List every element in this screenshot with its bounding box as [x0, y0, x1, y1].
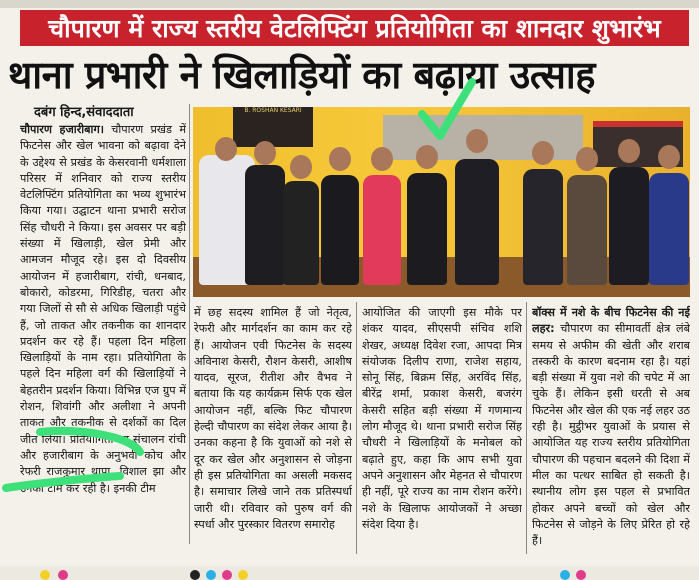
green-check-mark: [418, 78, 476, 144]
print-registration-dot: [238, 570, 248, 580]
headline: थाना प्रभारी ने खिलाड़ियों का बढ़ाया उत्साह: [8, 53, 595, 97]
photo-person: [321, 175, 359, 285]
page-footer-strip: [0, 566, 699, 580]
byline: दबंग हिन्द,संवाददाता: [34, 105, 134, 120]
photo-person-head: [532, 141, 554, 165]
photo-person: [567, 175, 607, 285]
photo-person: [363, 175, 401, 285]
photo-person-head: [215, 137, 237, 161]
print-registration-dot: [576, 570, 586, 580]
section-banner-text: चौपारण में राज्य स्तरीय वेटलिफ्टिंग प्रतियोगिता का शानदार शुभारंभ: [48, 14, 661, 43]
print-registration-dot: [560, 570, 570, 580]
photo-person: [649, 173, 689, 285]
photo-person: [523, 169, 563, 285]
photo-person-head: [254, 141, 276, 165]
print-registration-dot: [40, 570, 50, 580]
photo-person: [609, 167, 649, 285]
column-4-text: चौपारण का सीमावर्ती क्षेत्र लंबे समय से अफीम की खेती और शराब तस्करी के कारण बदनाम रहा है। यहां बड़ी संख्या में युवा नशे की चपेट में आ चुके हैं। लेकिन इसी धरती से अब फिटनेस और खेल की एक नई लहर उठ रही है। मुट्ठीभर युवाओं के प्रयास से आयोजित यह राज्य स्तरीय प्रतियोगिता चौपारण की पहचान बदलने की दिशा में मील का पत्थर साबित हो सकती है। स्थानीय लोग इस पहल से प्रभावित होकर अपने बच्चों को खेल और फिटनेस से जोड़ने के लिए प्रेरित हो रहे हैं।: [532, 322, 690, 548]
print-registration-dot: [222, 570, 232, 580]
photo-person-head: [329, 147, 351, 171]
photo-person-head: [290, 155, 312, 179]
column-2: [194, 305, 352, 555]
print-registration-dot: [206, 570, 216, 580]
photo-person: [283, 181, 319, 285]
column-4: [532, 305, 690, 555]
photo-person: [455, 159, 499, 285]
photo-banner: [233, 107, 313, 147]
column-2-text: में छह सदस्य शामिल हैं जो नेतृत्व, रेफरी और मार्गदर्शन का काम कर रहे हैं। आयोजन एवी फिटनेस के सदस्य अविनाश केसरी, रौशन केसरी, आशीष यादव, सूरज, रीतीश और वैभव ने बताया कि यह कार्यक्रम सिर्फ एक खेल आयोजन नहीं, बल्कि फिट चौपारण हेल्दी चौपारण का संदेश लेकर आया है। उनका कहना है कि युवाओं को नशे से दूर कर खेल और अनुशासन से जोड़ना ही इस प्रतियोगिता का असली मकसद है। समाचार लिखे जाने तक प्रतिस्पर्धा जारी थी। रविवार को पुरुष वर्ग की स्पर्धा और पुरस्कार वितरण समारोह: [194, 306, 352, 531]
column-divider: [526, 302, 527, 554]
dateline: चौपारण हजारीबाग।: [20, 123, 104, 136]
photo-person: [245, 165, 285, 285]
photo-person-head: [576, 147, 598, 171]
photo-person-head: [658, 145, 680, 169]
column-divider: [189, 104, 190, 544]
column-divider: [356, 302, 357, 554]
column-3: [362, 305, 522, 555]
photo-person-head: [618, 139, 640, 163]
column-1-text: चौपारण प्रखंड में फिटनेस और खेल भावना को बढ़ावा देने के उद्देश्य से प्रखंड के केसरवानी धर्मशाला परिसर में शनिवार को राज्य स्तरीय वेटलिफ्टिंग प्रतियोगिता का भव्य शुभारंभ किया गया। उद्घाटन थाना प्रभारी सरोज सिंह चौधरी ने किया। इस अवसर पर बड़ी संख्या में खिलाड़ी, खेल प्रेमी और आमजन मौजूद रहे। इस दो दिवसीय आयोजन में हजारीबाग, रांची, धनबाद, बोकारो, कोडरमा, गिरिडीह, चतरा और गया जिलों से सौ से अधिक खिलाड़ी पहुंचे हैं, जो ताकत और तकनीक का शानदार प्रदर्शन कर रहे हैं। पहला दिन महिला खिलाड़ियों के नाम रहा। प्रतियोगिता के पहले दिन महिला वर्ग की खिलाड़ियों ने बेहतरीन प्रदर्शन किया। विभिन्न एज ग्रुप में रोशन, शिवांगी और अलीशा ने अपनी ताकत और तकनीक से दर्शकों का दिल जीत लिया। प्रतियोगिता का संचालन रांची और हजारीबाग के अनुभवी कोच और रेफरी राजकुमार थापा, विशाल झा और उनकी टीम कर रही है। इनकी टीम: [20, 123, 186, 495]
photo-person-head: [371, 147, 393, 171]
column-3-text: आयोजित की जाएगी इस मौके पर शंकर यादव, सीएसपी संचिव शशि शेखर, अध्यक्ष दिवेश रजा, आपदा मित्र संयोजक दिलीप राणा, राजेश सहाय, सोनू सिंह, बिक्रम सिंह, अरविंद सिंह, बीरेंद्र शर्मा, प्रकाश केसरी, बजरंग केसरी सहित बड़ी संख्या में गणमान्य लोग मौजूद थे। थाना प्रभारी सरोज सिंह चौधरी ने खिलाड़ियों के मनोबल को बढ़ाते हुए, कहा कि आप सभी युवा अपने अनुशासन और मेहनत से चौपारण ही नहीं, पूरे राज्य का नाम रोशन करेंगे। नशे के खिलाफ आयोजकों ने अच्छा संदेश दिया है।: [362, 306, 522, 531]
print-registration-dot: [190, 570, 200, 580]
page-top-strip: [0, 0, 699, 8]
print-registration-dot: [58, 570, 68, 580]
box-subheading: बॉक्स में नशे के बीच फिटनेस की नई लहर:: [532, 306, 690, 336]
photo-banner-text: B. ROSHAN KESARI: [244, 107, 302, 114]
green-highlight-mark: [0, 426, 150, 496]
photo-person-head: [416, 145, 438, 169]
photo-person: [407, 173, 447, 285]
section-banner: [20, 10, 689, 46]
